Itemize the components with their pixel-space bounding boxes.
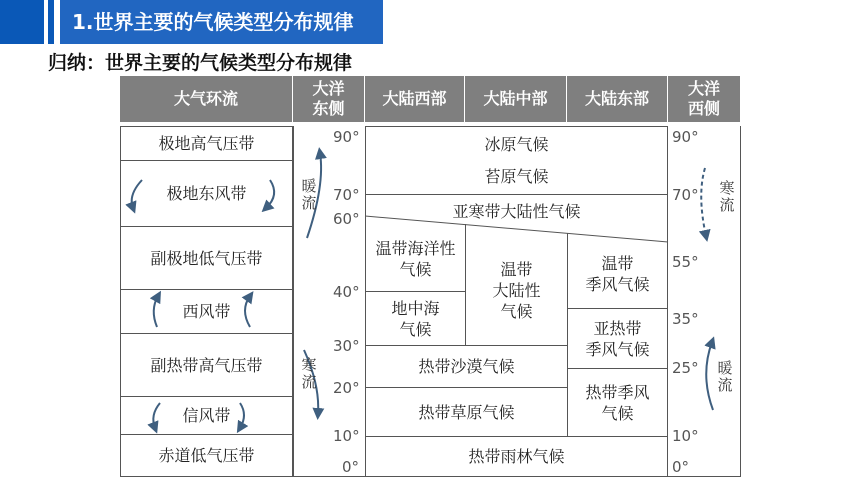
header-ocean-east: 大洋 东侧 [293, 76, 365, 122]
left-lat-70: 70° [333, 186, 360, 204]
right-cold-current-arrow-icon [701, 168, 706, 236]
right-lat-55: 55° [672, 253, 699, 271]
header-continent-west: 大陆西部 [365, 76, 465, 122]
climate-mediterranean: 地中海 气候 [391, 298, 440, 339]
climate-tundra: 苔原气候 [484, 166, 549, 186]
right-lat-90: 90° [672, 128, 699, 146]
left-lat-60: 60° [333, 210, 360, 228]
header-continent-middle: 大陆中部 [465, 76, 567, 122]
circulation-subtropical-high: 副热带高气压带 [150, 355, 263, 375]
right-lat-0: 0° [672, 458, 690, 476]
right-lat-35: 35° [672, 310, 699, 328]
subtitle: 归纳：世界主要的气候类型分布规律 [48, 52, 353, 74]
circulation-trade-winds: 信风带 [182, 406, 231, 425]
climate-tropical-savanna: 热带草原气候 [418, 402, 515, 422]
left-lat-0: 0° [342, 458, 360, 476]
climate-subarctic-continental: 亚寒带大陆性气候 [452, 201, 581, 221]
westerlies-left-arrow-icon [154, 296, 158, 327]
header-ocean-west: 大洋 西侧 [668, 76, 740, 122]
left-lat-10: 10° [333, 427, 360, 445]
westerlies-right-arrow-icon [245, 296, 250, 327]
right-lat-70: 70° [672, 186, 699, 204]
climate-tropical-monsoon: 热带季风 气候 [585, 382, 650, 423]
climate-temperate-continental: 温带 大陆性 气候 [492, 259, 541, 321]
right-warm-current-arrow-icon [706, 342, 713, 410]
climate-tropical-rainforest: 热带雨林气候 [468, 447, 565, 466]
left-lat-40: 40° [333, 283, 360, 301]
climate-temperate-maritime: 温带海洋性 气候 [375, 239, 456, 279]
right-lat-25: 25° [672, 359, 699, 377]
circulation-polar-high: 极地高气压带 [158, 134, 255, 153]
climate-subtropical-monsoon: 亚热带 季风气候 [585, 318, 650, 359]
left-lat-20: 20° [333, 379, 360, 397]
slide-title: 1.世界主要的气候类型分布规律 [60, 0, 383, 44]
left-warm-current-label: 暖 流 [301, 177, 317, 212]
left-cold-current-label: 寒 流 [301, 356, 317, 391]
header-continent-east: 大陆东部 [567, 76, 668, 122]
right-warm-current-label: 暖 流 [717, 359, 733, 394]
polar-easterlies-right-arrow-icon [266, 180, 274, 208]
left-lat-30: 30° [333, 337, 360, 355]
trade-winds-left-arrow-icon [153, 403, 160, 428]
climate-temperate-monsoon: 温带 季风气候 [585, 254, 650, 294]
right-cold-current-label: 寒 流 [719, 179, 735, 214]
header-circulation: 大气环流 [120, 76, 293, 122]
right-lat-10: 10° [672, 427, 699, 445]
left-lat-90: 90° [333, 128, 360, 146]
climate-tropical-desert: 热带沙漠气候 [418, 357, 515, 376]
circulation-equatorial-low: 赤道低气压带 [158, 446, 255, 465]
circulation-polar-easterlies: 极地东风带 [166, 184, 247, 203]
circulation-subpolar-low: 副极地低气压带 [150, 248, 263, 268]
polar-easterlies-left-arrow-icon [132, 180, 142, 208]
climate-ice-cap: 冰原气候 [484, 134, 549, 154]
circulation-westerlies: 西风带 [182, 302, 231, 321]
trade-winds-right-arrow-icon [240, 403, 244, 428]
